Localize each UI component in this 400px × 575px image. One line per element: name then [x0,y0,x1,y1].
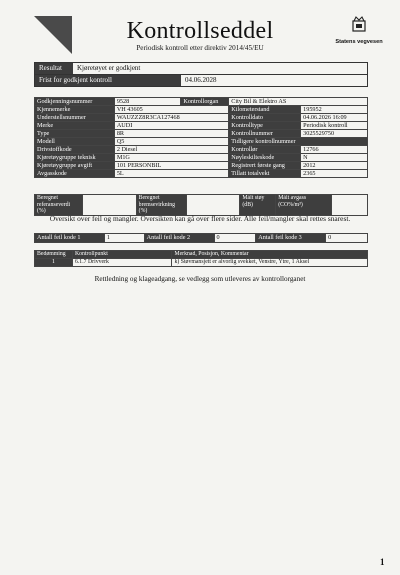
make-label: Merke [35,122,115,130]
finding-point: 6.1.7 Drivverk [72,259,171,267]
ctrl-type-value: Periodisk kontroll [301,122,368,130]
prev-ctrl-label: Tidligere kontrollnummer [229,138,368,146]
findings-table [34,250,368,267]
ctrl-no-value: 3025529750 [301,130,368,138]
table-row [35,162,368,170]
noise-label: Målt støy (dB) [240,195,276,216]
table-row [35,106,368,114]
table-row [35,234,368,243]
page-title: Kontrollseddel [126,18,274,44]
total-weight-label: Tillatt totalvekt [229,170,301,178]
exhaust-label: Målt avgass (CO%/m³) [276,195,332,216]
feegroup-label: Kjøretøygruppe avgift [35,162,115,170]
table-row [35,170,368,178]
deadline-value: 04.06.2028 [185,76,217,84]
deadline-row [34,74,368,87]
nullfault-value: N [301,154,368,162]
ref-value-label: Beregnet referanseverdi (%) [35,195,83,216]
code2-label: Antall feil kode 2 [144,234,214,243]
finding-grade: 1 [35,259,73,267]
brake-effect-value [186,195,240,216]
date-label: Kontrolldato [229,114,301,122]
approval-no-value: 9528 [114,98,181,106]
table-row [35,114,368,122]
ctrl-type-label: Kontrolltype [229,122,301,130]
org-value: City Bil & Elektro AS [229,98,368,106]
techgroup-value: M1G [114,154,228,162]
chassis-value: WAUZZZ8R3CA127468 [114,114,228,122]
model-value: Q5 [114,138,228,146]
point-header: Kontrollpunkt [72,251,171,259]
nullfault-label: Nøyleskilteskode [229,154,301,162]
table-row [35,138,368,146]
org-label: Kontrollorgan [181,98,229,106]
agency-name: Statens vegvesen [335,39,383,45]
vtype-label: Type [35,130,115,138]
defect-count-table [34,233,368,243]
table-row [35,259,368,267]
crown-emblem-icon [351,16,367,33]
findings-header-row [35,251,368,259]
km-label: Kilometerstand [229,106,301,114]
firstreg-value: 2012 [301,162,368,170]
approval-no-label: Godkjenningsnummer [35,98,115,106]
vtype-value: 8R [114,130,228,138]
table-row [35,122,368,130]
ref-value [82,195,136,216]
feegroup-value: 101 PERSONBIL [114,162,228,170]
finding-note: k) Støvmansjett er alvorlig svekket, Venstre, Ytre, 1 Aksel [172,259,368,267]
vehicle-info-table [34,97,368,178]
emission-value: 5L [114,170,228,178]
chassis-label: Understellsnummer [35,114,115,122]
table-row [35,98,368,106]
model-label: Modell [35,138,115,146]
ctrl-no-label: Kontrollnummer [229,130,301,138]
table-row [35,130,368,138]
emission-label: Avgasskode [35,170,115,178]
total-weight-value: 2365 [301,170,368,178]
exhaust-value [332,195,368,216]
deadline-label: Frist for godkjent kontroll [35,75,181,86]
table-row [35,146,368,154]
fuel-value: 2 Diesel [114,146,228,154]
result-label: Resultat [35,63,73,74]
techgroup-label: Kjøretøygruppe teknisk [35,154,115,162]
note-header: Merknad, Posisjon, Kommentar [172,251,368,259]
measurement-table [34,194,368,216]
page-subtitle: Periodisk kontroll etter direktiv 2014/45/EU [136,44,264,52]
controller-value: 12766 [301,146,368,154]
table-row [35,154,368,162]
fuel-label: Drivstoffkode [35,146,115,154]
agency-logo [334,16,384,45]
code2-value: 0 [214,234,256,243]
brake-effect-label: Beregnet bremsevirkning (%) [136,195,186,216]
page-number: 1 [380,557,385,567]
table-row [35,195,368,216]
footer-text: Rettledning og klageadgang, se vedlegg som utleveres av kontrollorganet [94,275,306,283]
code3-label: Antall feil kode 3 [256,234,326,243]
km-value: 195952 [301,106,368,114]
result-value: Kjøretøyet er godkjent [77,64,141,72]
plate-value: VH 43605 [114,106,228,114]
firstreg-label: Registrert første gang [229,162,301,170]
plate-label: Kjennemerke [35,106,115,114]
overview-text: Oversikt over feil og mangler. Oversikten kan gå over flere sider. Alle feil/mangler skal rettes snarest. [49,214,351,223]
result-panel [34,62,368,86]
code1-value: 1 [104,234,144,243]
date-value: 04.06.2026 16:09 [301,114,368,122]
make-value: AUDI [114,122,228,130]
grade-header: Bedømming [35,251,73,259]
code3-value: 0 [326,234,368,243]
code1-label: Antall feil kode 1 [35,234,105,243]
controller-label: Kontrollør [229,146,301,154]
